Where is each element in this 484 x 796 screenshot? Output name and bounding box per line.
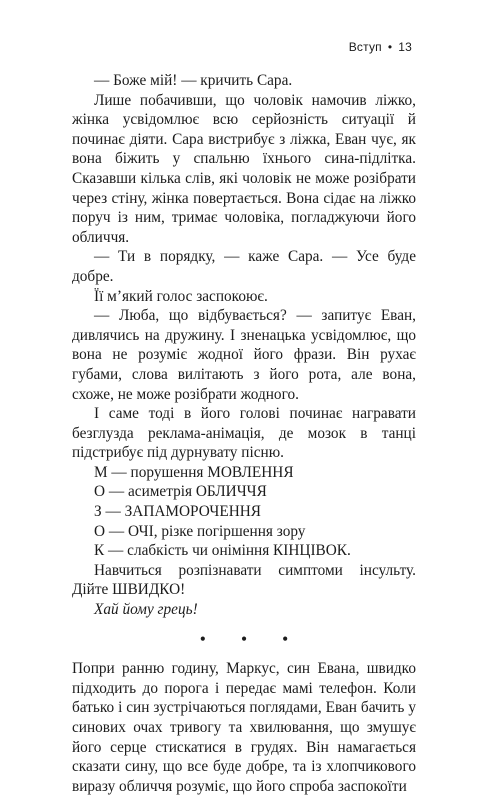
header-separator: • — [387, 40, 393, 54]
section-break: • • • — [200, 630, 304, 648]
list-item: К — слабкість чи оніміння КІНЦІВОК. — [94, 542, 351, 560]
list-item: О — асиметрія ОБЛИЧЧЯ — [94, 483, 267, 501]
paragraph: Навчиться розпізнавати симптоми інсульту. Дійте ШВИДКО! — [72, 561, 416, 599]
list-item: М — порушення МОВЛЕННЯ — [94, 463, 294, 481]
list-item: З — ЗАПАМОРОЧЕННЯ — [94, 503, 262, 521]
paragraph: — Ти в порядку, — каже Сара. — Усе буде добре. — [72, 248, 416, 285]
paragraph: — Люба, що відбувається? — запитує Еван, дивлячись на дружину. І зненацька усвідомлює, що вона не розуміє жодної його фрази. Він рухає губами, слова вилітають з його рота, але вона, схоже, не може розібрати жодного. — [72, 307, 416, 403]
section-title: Вступ — [348, 40, 382, 54]
paragraph: Її м’який голос заспокоює. — [94, 287, 268, 305]
list-item: О — ОЧІ, різке погіршення зору — [94, 522, 306, 540]
page-number: 13 — [398, 40, 412, 54]
italic-line: Хай йому грець! — [94, 601, 198, 619]
paragraph: Лише побачивши, що чоловік намочив ліжко, жінка усвідомлює всю серйозність ситуації й починає діяти. Сара вистрибує з ліжка, Еван чує, як вона біжить у спальню їхнього сина-підлітка. Сказавши кілька слів, які чоловік не може розібрати через стіну, жінка повертається. Вона сідає на ліжко поруч із ним, тримає чоловіка, погладжуючи його обличчя. — [72, 91, 416, 246]
paragraph: І саме тоді в його голові починає награвати безглузда реклама-анімація, де мозок в танці підстрибує під дурнувату пісню. — [72, 405, 416, 462]
body-text — [72, 71, 416, 796]
paragraph: — Боже мій! — кричить Сара. — [94, 72, 293, 89]
running-head — [349, 40, 412, 54]
paragraph: Попри ранню годину, Маркус, син Евана, швидко підходить до порога і передає мамі телефон. Коли батько і син зустрічаються поглядами, Еван бачить у синових очах тривогу та хвилювання, що змушує його серце стискатися в грудях. Він намагається сказати сину, що все буде добре, та із хлопчикового виразу обличчя розуміє, що його спроба заспокоїти — [72, 660, 416, 795]
